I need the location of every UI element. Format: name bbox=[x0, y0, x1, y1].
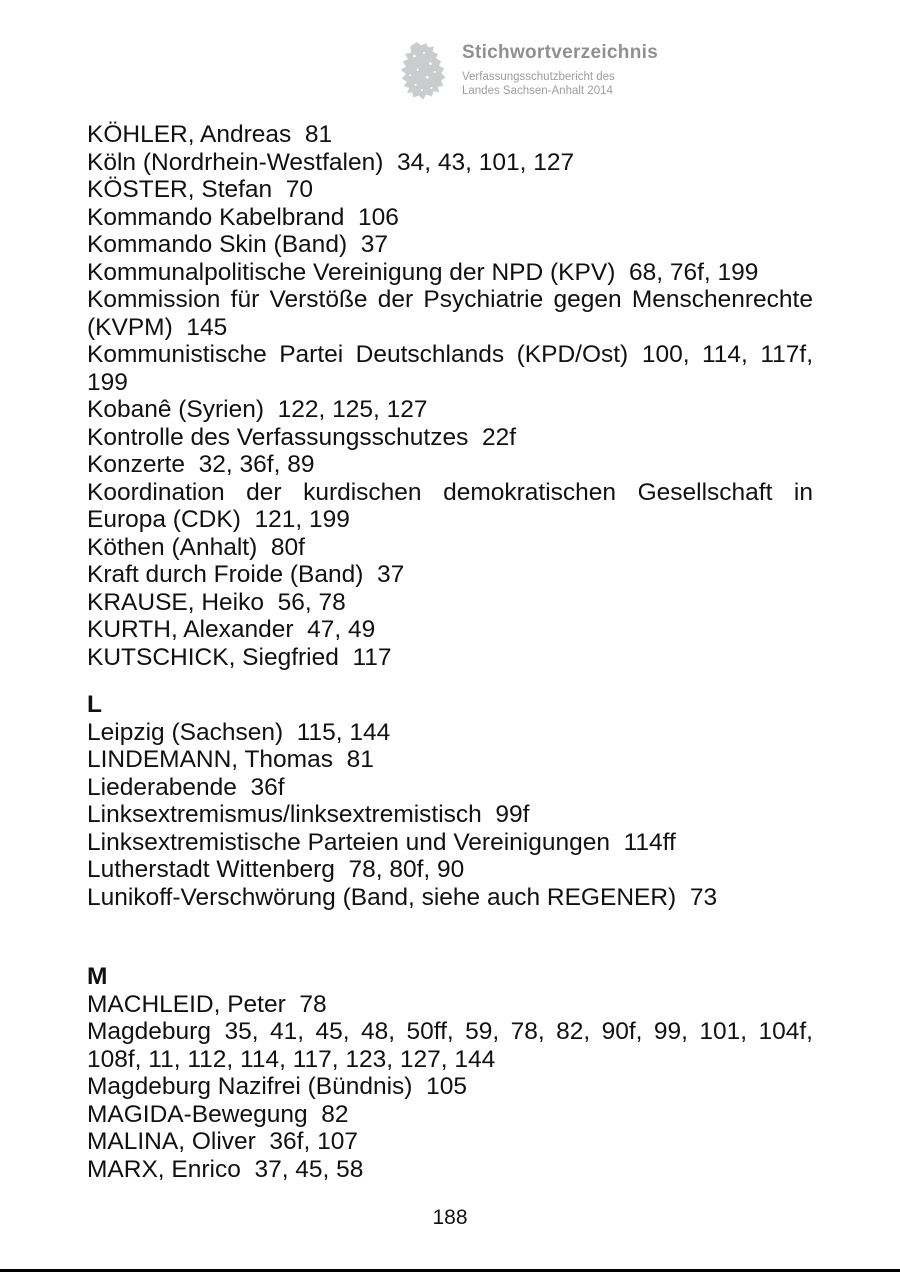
entry-pages: 78 bbox=[299, 990, 327, 1018]
entry-term: MARX, Enrico bbox=[87, 1155, 241, 1183]
entry-term: KURTH, Alexander bbox=[87, 616, 294, 643]
entry-term: Lutherstadt Wittenberg bbox=[87, 856, 335, 883]
page-footer bbox=[0, 1206, 900, 1230]
entry-term: Koordination der kurdischen demokratischen Gesellschaft in Europa (CDK) bbox=[87, 478, 813, 533]
entry-pages: 114ff bbox=[623, 828, 676, 856]
index-entry bbox=[87, 589, 813, 617]
index-entry bbox=[87, 616, 813, 644]
saxony-anhalt-map-icon bbox=[396, 40, 450, 104]
entry-term: Kontrolle des Verfassungsschutzes bbox=[87, 423, 469, 451]
index-entry bbox=[87, 856, 813, 884]
index-entry bbox=[87, 719, 813, 747]
header-text-block bbox=[462, 40, 658, 98]
index-entry bbox=[87, 479, 813, 534]
index-section-m bbox=[87, 963, 813, 1183]
index-entry bbox=[87, 1073, 813, 1101]
index-entry bbox=[87, 1018, 813, 1073]
entry-term: KUTSCHICK, Siegfried bbox=[87, 643, 339, 671]
entry-pages: 37, 45, 58 bbox=[254, 1155, 364, 1183]
index-entry bbox=[87, 204, 813, 232]
index-entry bbox=[87, 561, 813, 589]
index-entry bbox=[87, 286, 813, 341]
index-entry bbox=[87, 991, 813, 1019]
index-entry bbox=[87, 534, 813, 562]
index-body bbox=[0, 121, 900, 1183]
entry-term: KÖSTER, Stefan bbox=[87, 176, 273, 203]
entry-pages: 56, 78 bbox=[277, 588, 346, 616]
entry-term: Magdeburg Nazifrei (Bündnis) bbox=[87, 1073, 413, 1100]
entry-pages: 32, 36f, 89 bbox=[198, 451, 315, 478]
entry-term: Kommando Skin (Band) bbox=[87, 231, 348, 258]
index-entry bbox=[87, 1128, 813, 1156]
index-entry bbox=[87, 801, 813, 829]
index-entry bbox=[87, 176, 813, 204]
entry-pages: 70 bbox=[285, 176, 314, 203]
entry-term: Kommunalpolitische Vereinigung der NPD (KPV) bbox=[87, 258, 616, 286]
index-entry bbox=[87, 451, 813, 479]
entry-pages: 81 bbox=[346, 746, 374, 773]
entry-pages: 37 bbox=[377, 561, 405, 588]
entry-pages: 22f bbox=[481, 423, 516, 451]
entry-pages: 117 bbox=[352, 643, 392, 671]
entry-term: MACHLEID, Peter bbox=[87, 990, 286, 1018]
index-entry bbox=[87, 884, 813, 912]
entry-term: Kommission für Verstöße der Psychiatrie gegen Menschenrechte (KVPM) bbox=[87, 286, 813, 341]
entry-pages: 82 bbox=[321, 1100, 349, 1128]
entry-pages: 145 bbox=[186, 313, 228, 341]
entry-pages: 115, 144 bbox=[296, 718, 391, 746]
index-entry bbox=[87, 746, 813, 774]
entry-pages: 81 bbox=[304, 121, 333, 148]
header-subtitle-line-2: Landes Sachsen-Anhalt 2014 bbox=[462, 85, 613, 97]
index-entry bbox=[87, 644, 813, 672]
index-section-continued bbox=[87, 121, 813, 671]
entry-pages: 73 bbox=[689, 883, 718, 911]
entry-pages: 106 bbox=[358, 203, 399, 231]
entry-term: Kobanê (Syrien) bbox=[87, 396, 265, 423]
entry-term: Köln (Nordrhein-Westfalen) bbox=[87, 148, 384, 176]
entry-pages: 99f bbox=[495, 801, 530, 828]
index-entry bbox=[87, 1101, 813, 1129]
index-entry bbox=[87, 121, 813, 149]
index-entry bbox=[87, 1156, 813, 1184]
entry-term: KRAUSE, Heiko bbox=[87, 588, 265, 616]
page-number: 188 bbox=[432, 1206, 468, 1229]
entry-pages: 37 bbox=[360, 231, 388, 258]
entry-pages: 36f, 107 bbox=[269, 1128, 358, 1155]
entry-pages: 122, 125, 127 bbox=[277, 396, 428, 423]
entry-pages: 100, 114, 117f, 199 bbox=[87, 341, 814, 396]
entry-term: Köthen (Anhalt) bbox=[87, 533, 258, 561]
entry-pages: 80f bbox=[270, 533, 305, 561]
entry-term: Linksextremistische Parteien und Vereinigungen bbox=[87, 828, 610, 856]
index-entry bbox=[87, 396, 813, 424]
entry-pages: 35, 41, 45, 48, 50ff, 59, 78, 82, 90f, 99, 101, 104f, 108f, 11, 112, 114, 117, 123, 127, 144 bbox=[87, 1018, 813, 1073]
header-subtitle-line-1: Verfassungsschutzbericht des bbox=[462, 71, 615, 83]
entry-pages: 105 bbox=[426, 1073, 467, 1100]
page-title: Stichwortverzeichnis bbox=[462, 42, 659, 63]
entry-pages: 34, 43, 101, 127 bbox=[397, 148, 575, 176]
entry-term: LINDEMANN, Thomas bbox=[87, 746, 333, 773]
entry-term: Liederabende bbox=[87, 773, 237, 801]
entry-term: MAGIDA-Bewegung bbox=[87, 1100, 308, 1128]
section-letter: M bbox=[87, 963, 108, 990]
entry-term: Konzerte bbox=[87, 451, 186, 478]
entry-term: Leipzig (Sachsen) bbox=[87, 718, 284, 746]
index-entry bbox=[87, 774, 813, 802]
entry-term: Linksextremismus/linksextremistisch bbox=[87, 801, 482, 828]
entry-term: Kommando Kabelbrand bbox=[87, 203, 345, 231]
index-entry bbox=[87, 829, 813, 857]
entry-term: Kraft durch Froide (Band) bbox=[87, 561, 364, 588]
entry-pages: 68, 76f, 199 bbox=[628, 258, 759, 286]
index-entry bbox=[87, 149, 813, 177]
entry-pages: 121, 199 bbox=[254, 506, 350, 533]
index-entry bbox=[87, 341, 813, 396]
entry-term: MALINA, Oliver bbox=[87, 1128, 256, 1155]
index-entry bbox=[87, 259, 813, 287]
entry-term: KÖHLER, Andreas bbox=[87, 121, 292, 148]
entry-pages: 36f bbox=[250, 773, 285, 801]
index-entry bbox=[87, 424, 813, 452]
entry-pages: 78, 80f, 90 bbox=[348, 856, 465, 883]
entry-term: Magdeburg bbox=[87, 1018, 211, 1045]
entry-pages: 47, 49 bbox=[307, 616, 376, 643]
section-letter: L bbox=[87, 691, 102, 718]
entry-term: Kommunistische Partei Deutschlands (KPD/Ost) bbox=[87, 341, 629, 368]
index-entry bbox=[87, 231, 813, 259]
entry-term: Lunikoff-Verschwörung (Band, siehe auch REGENER) bbox=[87, 883, 677, 911]
page-header bbox=[0, 0, 900, 104]
index-section-l bbox=[87, 691, 813, 911]
